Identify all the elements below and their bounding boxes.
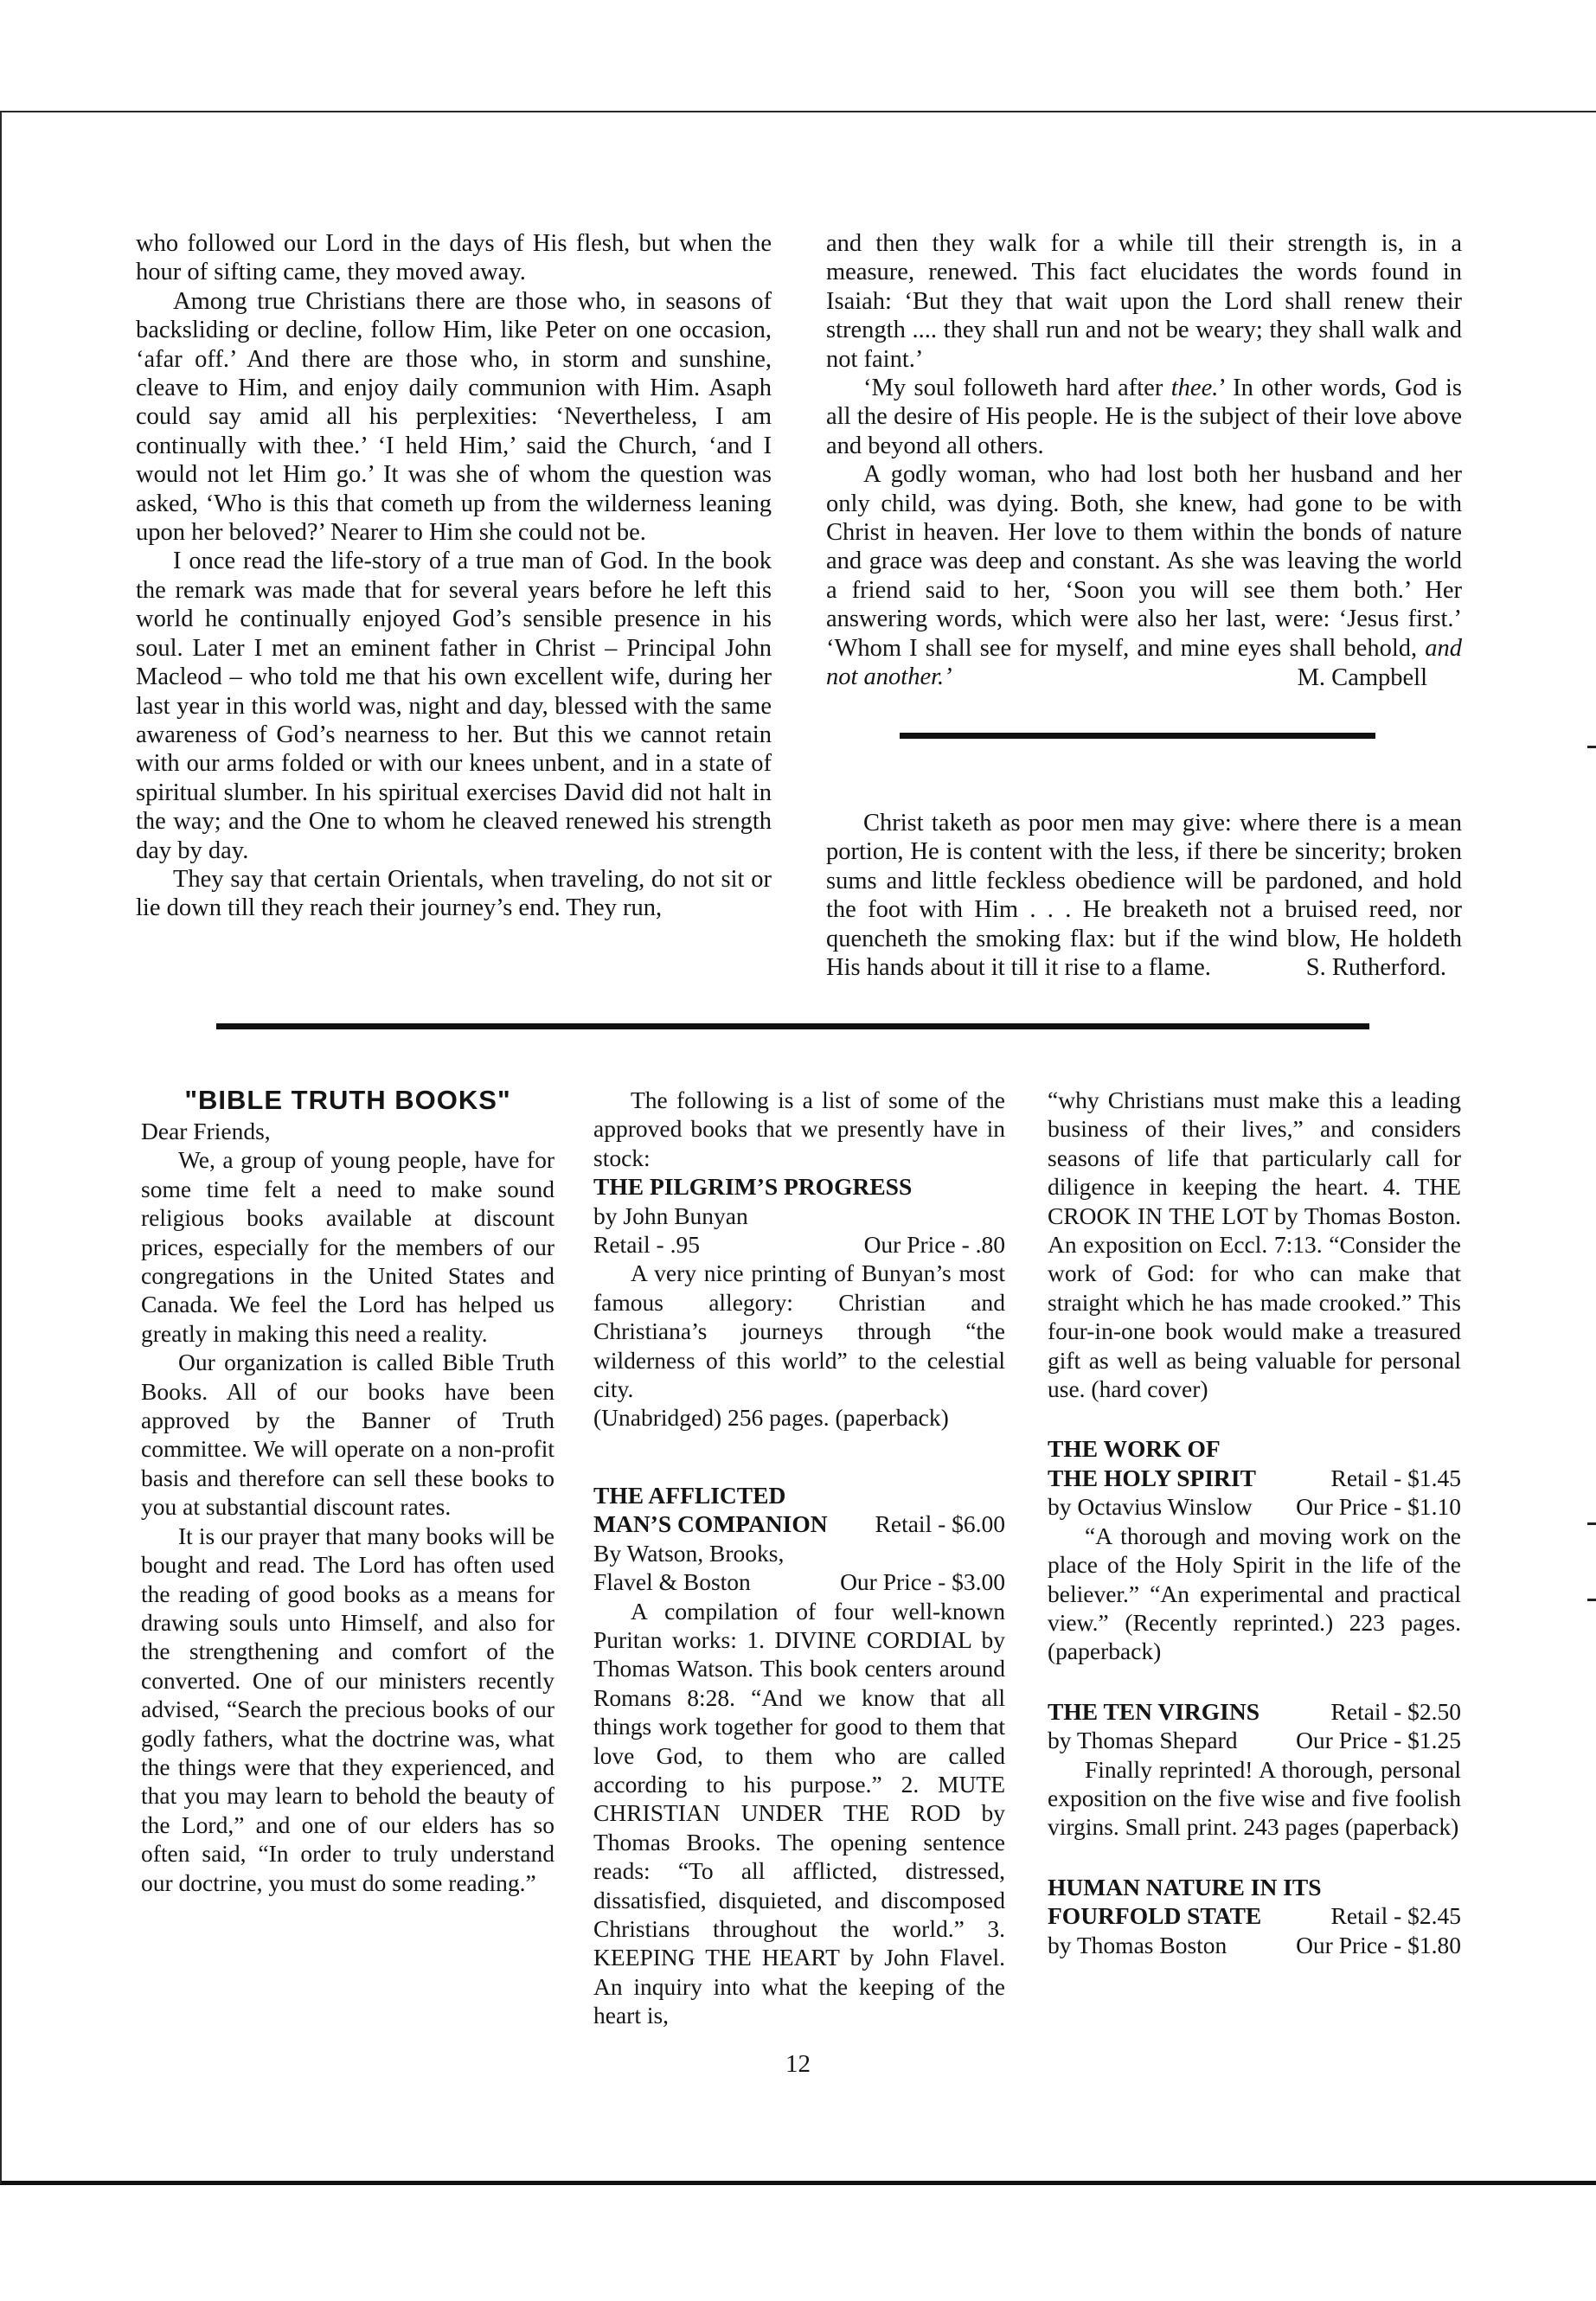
soul-post: ’ In other words, God is all the desire of His people. He is the subject of their love above and beyond all others. — [826, 375, 1462, 459]
book-title: THE WORK OF — [1048, 1435, 1221, 1463]
book-format: (Unabridged) 256 pages. (paperback) — [593, 1404, 949, 1432]
bible-truth-column — [141, 1086, 554, 1897]
book-author: by Octavius Winslow — [1048, 1493, 1253, 1521]
paragraph: who followed our Lord in the days of His flesh, but when the hour of sifting came, they moved away. — [136, 230, 772, 286]
behold-emphasis: and not another.’ — [826, 634, 1462, 691]
book-list-column-2 — [593, 1086, 1005, 2030]
book-description: A very nice printing of Bunyan’s most famous allegory: Christian and Christiana’s journeys through “the wilderness of this world” to the celestial city. — [593, 1259, 1005, 1403]
paragraph: and then they walk for a while till their strength is, in a measure, renewed. This fact elucidates the words found in Isaiah: ‘But they that wait upon the Lord shall renew their strength .... they shall run and not be weary; they shall walk and not faint.’ — [826, 230, 1462, 373]
retail-price: Retail - $6.00 — [875, 1510, 1005, 1538]
retail-price: Retail - $2.45 — [1330, 1902, 1461, 1930]
book-description: “why Christians must make this a leading business of their lives,” and considers seasons of life that particularly call for diligence in keeping the heart. 4. THE CROOK IN THE LOT by Thomas Boston. An exposition on Eccl. 7:13. “Consider the work of God: for who can make that straight which he has made crooked.” This four-in-one book would make a treasured gift as well as being valuable for personal use. (hard cover) — [1048, 1086, 1461, 1403]
top-right-column — [826, 229, 1462, 983]
margin-mark — [1587, 1599, 1596, 1601]
book-author: By Watson, Brooks, — [593, 1539, 785, 1567]
paragraph — [826, 460, 1462, 691]
book-title: HUMAN NATURE IN ITS — [1048, 1873, 1322, 1900]
book-title: THE AFFLICTED — [593, 1481, 786, 1509]
price-line — [1048, 1697, 1461, 1726]
book-author: by John Bunyan — [593, 1202, 748, 1229]
margin-mark — [1587, 1522, 1596, 1525]
page-number: 12 — [785, 2050, 811, 2078]
paragraph: It is our prayer that many books will be bought and read. The Lord has often used the reading of good books as a means for drawing souls unto Himself, and also for the strengthening and comfort of the converted. One of our ministers recently advised, “Search the precious books of our godly fathers, what the doctrine was, what the things were that they experienced, and that you may learn to behold the beauty of the Lord,” and one of our elders has so often said, “In order to truly understand our doctrine, you must do some reading.” — [141, 1522, 554, 1896]
book-author: by Thomas Shepard — [1048, 1727, 1238, 1754]
retail-price: Retail - .95 — [593, 1231, 700, 1259]
our-price: Our Price - $1.25 — [1296, 1727, 1461, 1754]
book-list-column-3 — [1048, 1086, 1461, 1959]
our-price: Our Price - .80 — [863, 1231, 1005, 1259]
our-price: Our Price - $1.80 — [1296, 1931, 1461, 1958]
paragraph: They say that certain Orientals, when traveling, do not sit or lie down till they reach their journey’s end. They run, — [136, 865, 772, 922]
price-line — [593, 1230, 1005, 1259]
paragraph: Our organization is called Bible Truth Books. All of our books have been approved by the Banner of Truth committee. We will operate on a non-profit basis and therefore can sell these books to you at substantial discount rates. — [141, 1349, 554, 1521]
book-title: FOURFOLD STATE — [1048, 1902, 1262, 1930]
section-title: "BIBLE TRUTH BOOKS" — [184, 1085, 511, 1115]
price-line — [593, 1509, 1005, 1538]
salutation: Dear Friends, — [141, 1118, 271, 1144]
book-author: by Thomas Boston — [1048, 1931, 1227, 1958]
soul-pre: ‘My soul followeth hard after — [863, 375, 1171, 402]
book-title: MAN’S COMPANION — [593, 1510, 828, 1538]
paragraph — [826, 374, 1462, 460]
top-left-column — [136, 229, 772, 923]
soul-emphasis: thee. — [1170, 375, 1219, 402]
our-price: Our Price - $1.10 — [1296, 1493, 1461, 1521]
signature-campbell: M. Campbell — [1297, 663, 1427, 691]
section-divider — [216, 1023, 1369, 1029]
signature-rutherford: S. Rutherford. — [1305, 954, 1446, 982]
godly-woman-text: A godly woman, who had lost both her husband and her only child, was dying. Both, she knew, had gone to be with Christ in heaven. Her love to them within the bonds of nature and grace was deep and constant. As she was leaving the world a friend said to her, ‘Soon you will see them both.’ Her answering words, which were also her last, were: ‘Jesus first.’ ‘Whom I shall see for myself, and mine eyes shall behold, — [826, 461, 1462, 662]
retail-price: Retail - $1.45 — [1330, 1464, 1461, 1491]
book-description: A compilation of four well-known Puritan works: 1. DIVINE CORDIAL by Thomas Watson. This book centers around Romans 8:28. “And we know that all things work together for good to them that love God, to them who are called according to his purpose.” 2. MUTE CHRISTIAN UNDER THE ROD by Thomas Brooks. The opening sentence reads: “To all afflicted, distressed, dissatisfied, disquieted, and discomposed Christians throughout the world.” 3. KEEPING THE HEART by John Flavel. An inquiry into what the keeping of the heart is, — [593, 1597, 1005, 2029]
retail-price: Retail - $2.50 — [1330, 1697, 1461, 1725]
book-description: Finally reprinted! A thorough, personal exposition on the five wise and five foolish virgins. Small print. 243 pages (paperback) — [1048, 1755, 1461, 1841]
rutherford-quote: Christ taketh as poor men may give: where there is a mean portion, He is content with the less, if there be sincerity; broken sums and little feckless obedience will be pardoned, and hold the foot with Him . . . He breaketh not a bruised reed, nor quencheth the smoking flax: but if the wind blow, He holdeth His hands about it till it rise to a flame. — [826, 809, 1462, 981]
our-price: Our Price - $3.00 — [840, 1568, 1005, 1596]
price-line — [1048, 1901, 1461, 1930]
paragraph: Among true Christians there are those who, in seasons of backsliding or decline, follow Him, like Peter on one occasion, ‘afar off.’ And there are those who, in storm and sunshine, cleave to Him, and enjoy daily communion with Him. Asaph could say amid all his perplexities: ‘Nevertheless, I am continually with thee.’ ‘I held Him,’ said the Church, ‘and I would not let Him go.’ It was she of whom the question was asked, ‘Who is this that cometh up from the wilderness leaning upon her beloved?’ Nearer to Him she could not be. — [136, 287, 772, 547]
margin-mark — [1587, 746, 1596, 748]
price-line — [1048, 1464, 1461, 1492]
paragraph: I once read the life-story of a true man of God. In the book the remark was made that for several years before he left this world he continually enjoyed God’s sensible presence in his soul. Later I met an eminent father in Christ – Principal John Macleod – who told me that his own excellent wife, during her last year in this world was, night and day, blessed with the same awareness of God’s nearness to her. But this we cannot retain with our arms folded or with our knees unbent, and in a state of spiritual slumber. In his spiritual exercises David did not halt in the way; and the One to whom he cleaved renewed his strength day by day. — [136, 548, 772, 864]
book-title: THE PILGRIM’S PROGRESS — [593, 1173, 913, 1201]
book-title: THE HOLY SPIRIT — [1048, 1464, 1256, 1491]
book-description: “A thorough and moving work on the place of the Holy Spirit in the life of the believer.” “An experimental and practical view.” (Recently reprinted.) 223 pages. (paperback) — [1048, 1522, 1461, 1665]
price-line — [1048, 1931, 1461, 1959]
paragraph: We, a group of young people, have for some time felt a need to make sound religious books available at discount prices, especially for the members of our congregations in the United States and Canada. We feel the Lord has helped us greatly in making this need a reality. — [141, 1146, 554, 1347]
book-author: Flavel & Boston — [593, 1568, 751, 1596]
divider-rule — [900, 733, 1375, 739]
book-list-intro: The following is a list of some of the approved books that we presently have in stock: — [593, 1086, 1005, 1171]
price-line — [1048, 1492, 1461, 1521]
price-line — [1048, 1726, 1461, 1754]
book-title: THE TEN VIRGINS — [1048, 1697, 1260, 1725]
price-line — [593, 1567, 1005, 1596]
